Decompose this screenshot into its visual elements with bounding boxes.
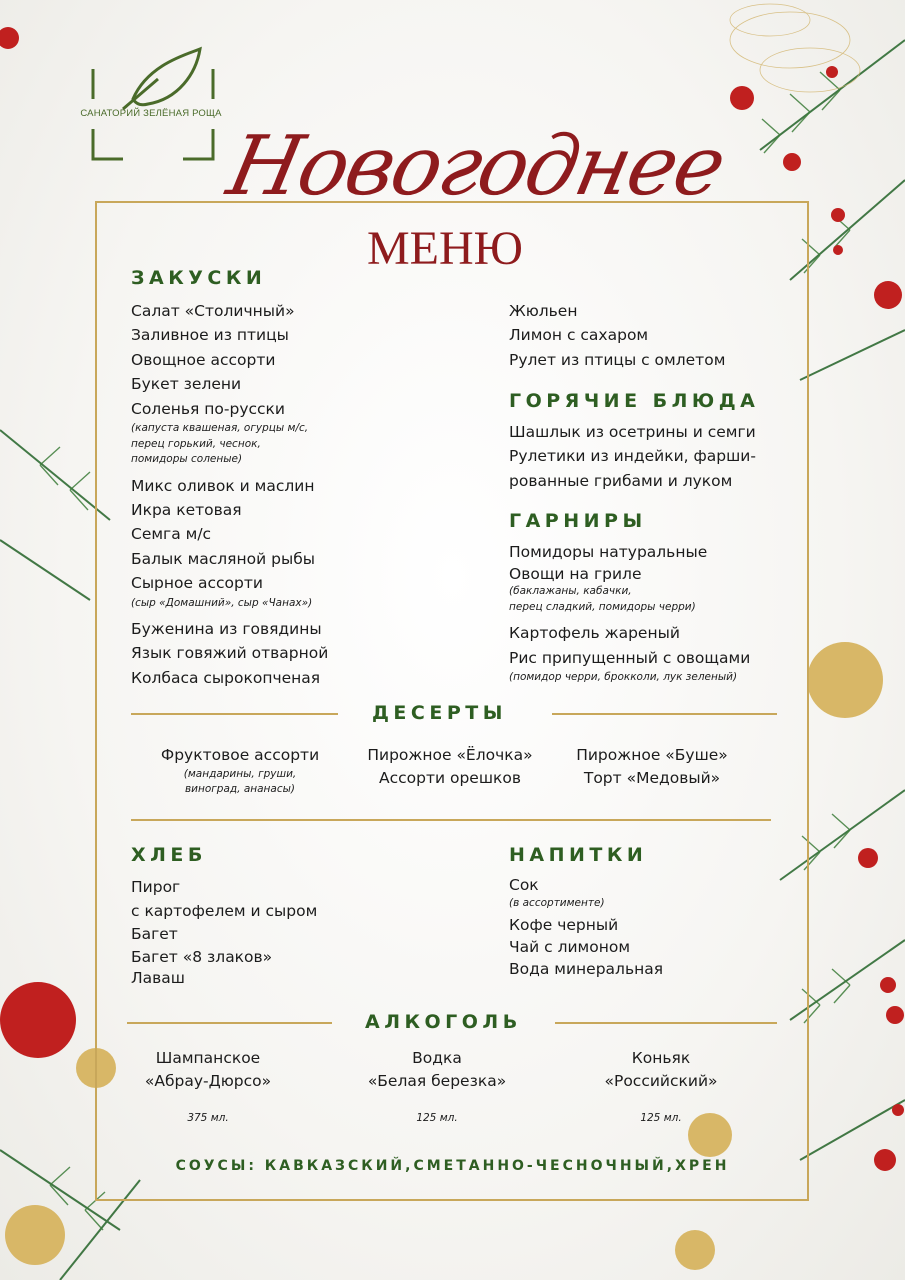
- list-item: Багет «8 злаков»: [131, 947, 273, 966]
- list-item: Шашлык из осетрины и семги: [509, 423, 756, 441]
- hot-list: [509, 420, 789, 493]
- divider: [127, 1022, 332, 1024]
- list-item: Пирожное «Ёлочка»: [367, 746, 533, 764]
- section-title-alcohol: АЛКОГОЛЬ: [365, 1011, 522, 1033]
- list-item: Буженина из говядины: [131, 620, 322, 639]
- list-item: Картофель жареный: [509, 624, 680, 643]
- list-item: Икра кетовая: [131, 500, 242, 519]
- list-item: Пирог: [131, 878, 181, 896]
- list-item: Лаваш: [131, 968, 185, 987]
- list-item: Помидоры натуральные: [509, 543, 708, 561]
- list-item: Салат «Столичный»: [131, 302, 295, 320]
- list-item: Рулет из птицы с омлетом: [509, 350, 726, 369]
- list-item: Овощи на гриле: [509, 565, 642, 584]
- list-item: Сырное ассорти: [131, 574, 263, 593]
- list-item: Фруктовое ассорти: [160, 746, 320, 764]
- section-title-sides: ГАРНИРЫ: [509, 510, 647, 532]
- list-note: (капуста квашеная, огурцы м/с, перец горький, чеснок, помидоры соленые): [131, 422, 309, 466]
- list-item: Ассорти орешков: [378, 769, 522, 787]
- volume: 375 мл.: [187, 1112, 229, 1124]
- list-note: (баклажаны, кабачки, перец сладкий, помидоры черри): [509, 585, 696, 613]
- list-note: (помидор черри, брокколи, лук зеленый): [509, 671, 738, 684]
- section-title-hot: ГОРЯЧИЕ БЛЮДА: [509, 390, 760, 412]
- section-title-desserts: ДЕСЕРТЫ: [372, 702, 507, 724]
- list-item: Пирожное «Буше»: [576, 746, 728, 764]
- title-script: Новогоднее: [220, 119, 733, 214]
- drinks-list: [509, 874, 769, 980]
- list-item: Заливное из птицы: [131, 326, 289, 345]
- list-item: Семга м/с: [131, 525, 212, 544]
- alcohol-item-vodka: Водка «Белая березка» 125 мл.: [337, 1047, 537, 1130]
- sauces-line: СОУСЫ: КАВКАЗСКИЙ,СМЕТАННО-ЧЕСНОЧНЫЙ,ХРЕН: [175, 1158, 730, 1174]
- list-note: виноград, ананасы): [184, 783, 296, 795]
- list-item: Багет: [131, 925, 178, 943]
- alcohol-item-champagne: Шампанское «Абрау-Дюрсо» 375 мл.: [108, 1047, 308, 1130]
- list-item: Букет зелени: [131, 375, 242, 394]
- desserts-col-2: [335, 744, 565, 790]
- list-item: Торт «Медовый»: [583, 769, 721, 787]
- desserts-col-3: [537, 744, 767, 790]
- divider: [131, 713, 338, 715]
- list-item: Колбаса сырокопченая: [131, 668, 321, 687]
- title-menu: МЕНЮ: [367, 222, 523, 275]
- sides-list: [509, 540, 789, 692]
- list-item: Балык масляной рыбы: [131, 549, 316, 568]
- list-item: Чай с лимоном: [509, 937, 631, 956]
- zakuski-more-list: [509, 299, 779, 372]
- volume: 125 мл.: [416, 1112, 458, 1124]
- logo-text: САНАТОРИЙ ЗЕЛЁНАЯ РОЩА: [80, 108, 222, 119]
- list-item: Овощное ассорти: [131, 350, 276, 369]
- bread-list: [131, 876, 391, 989]
- list-item: Кофе черный: [509, 915, 619, 934]
- list-item: Лимон с сахаром: [509, 326, 649, 345]
- list-item: Вода минеральная: [509, 959, 664, 978]
- list-item: Жюльен: [509, 302, 578, 320]
- section-title-zakuski: ЗАКУСКИ: [131, 267, 267, 289]
- volume: 125 мл.: [640, 1112, 682, 1124]
- list-item: Сок: [509, 876, 539, 894]
- section-title-drinks: НАПИТКИ: [509, 844, 648, 866]
- desserts-col-1: [125, 744, 355, 797]
- list-item: Рис припущенный с овощами: [509, 648, 751, 667]
- list-item: рованные грибами и луком: [509, 471, 733, 490]
- list-item: Язык говяжий отварной: [131, 644, 329, 663]
- list-item: с картофелем и сыром: [131, 901, 318, 920]
- divider: [131, 819, 771, 821]
- list-item: Микс оливок и маслин: [131, 476, 315, 495]
- list-note: (в ассортименте): [509, 897, 605, 909]
- list-item: Соленья по-русски: [131, 399, 285, 418]
- list-note: (сыр «Домашний», сыр «Чанах»): [131, 596, 313, 609]
- section-title-bread: ХЛЕБ: [131, 844, 207, 866]
- zakuski-list: [131, 299, 371, 690]
- list-item: Рулетики из индейки, фарши-: [509, 447, 756, 466]
- divider: [555, 1022, 777, 1024]
- alcohol-item-cognac: Коньяк «Российский» 125 мл.: [561, 1047, 761, 1130]
- sanatorium-logo-icon: [78, 44, 228, 164]
- list-note: (мандарины, груши,: [183, 768, 297, 780]
- divider: [552, 713, 777, 715]
